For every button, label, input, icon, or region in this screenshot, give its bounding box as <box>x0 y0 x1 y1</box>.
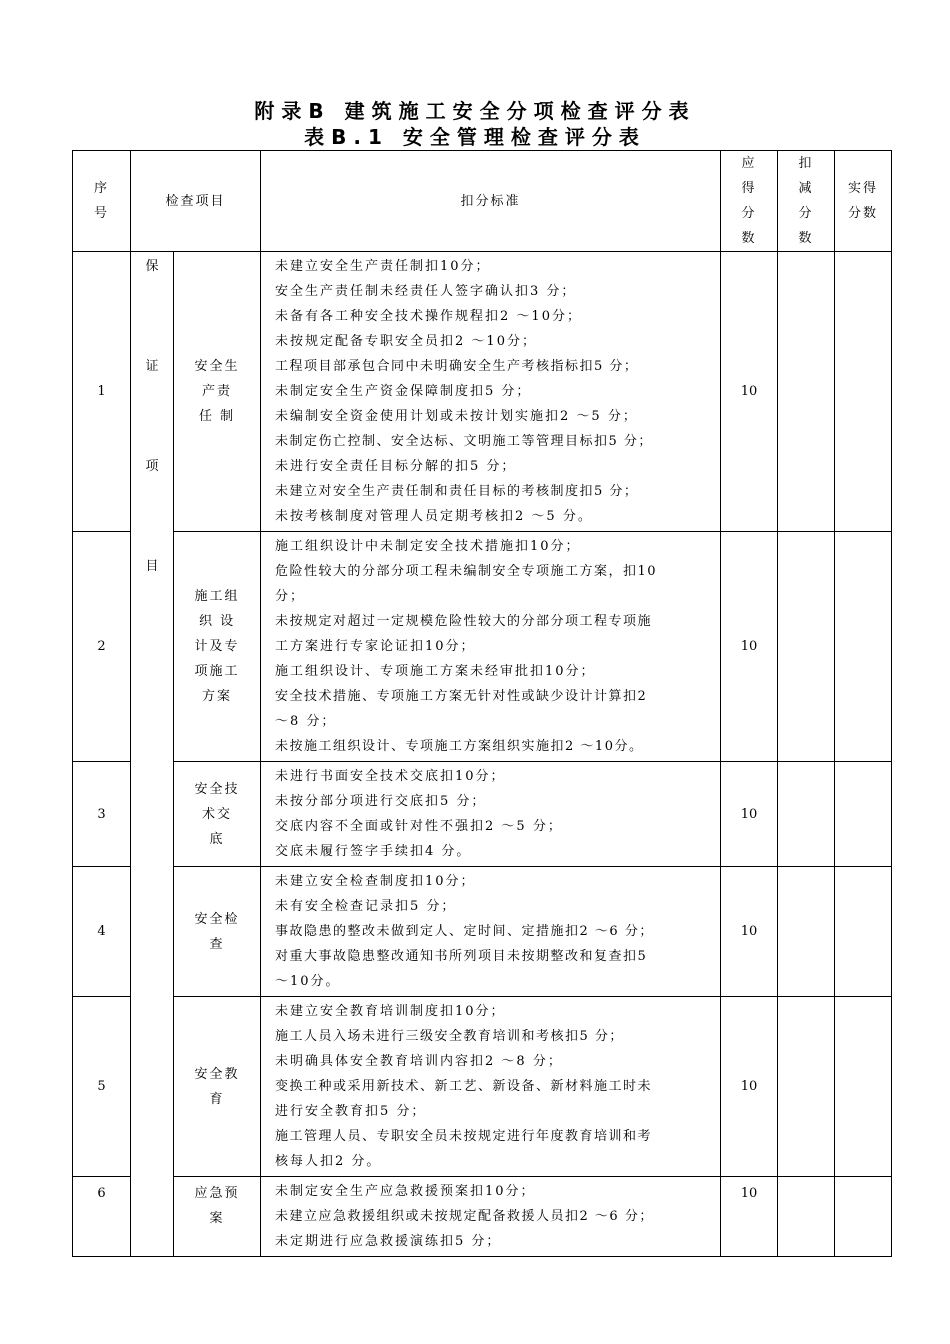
item-name: 应急预 案 <box>174 1177 261 1257</box>
table-row <box>73 532 892 762</box>
header-deduct: 扣 减 分 数 <box>778 151 835 252</box>
item-name: 安全生 产责 任 制 <box>174 252 261 532</box>
deduct-score-cell <box>778 762 835 867</box>
header-item: 检查项目 <box>131 151 261 252</box>
item-name: 安全技 术交 底 <box>174 762 261 867</box>
header-full-score: 应 得 分 数 <box>721 151 778 252</box>
deduction-criteria: 施工组织设计中未制定安全技术措施扣10分； 危险性较大的分部分项工程未编制安全专项施工方案，扣10 分； 未按规定对超过一定规模危险性较大的分部分项工程专项施 工方案进行专家论证扣10分； 施工组织设计、专项施工方案未经审批扣10分； 安全技术措施、专项施工方案无针对性或缺少设计计算扣2 ～8 分； 未按施工组织设计、专项施工方案组织实施扣2 ～10分。 <box>261 532 721 762</box>
row-number: 1 <box>73 252 131 532</box>
deduct-score-cell <box>778 252 835 532</box>
appendix-title: 附录B 建筑施工安全分项检查评分表 <box>254 99 696 123</box>
deduct-score-cell <box>778 867 835 997</box>
row-number: 2 <box>73 532 131 762</box>
row-number: 4 <box>73 867 131 997</box>
item-name: 安全检 查 <box>174 867 261 997</box>
actual-score-cell <box>835 997 892 1177</box>
row-number: 3 <box>73 762 131 867</box>
row-number: 6 <box>73 1177 131 1257</box>
actual-score-cell <box>835 532 892 762</box>
table-row <box>73 762 892 867</box>
deduction-criteria: 未建立安全教育培训制度扣10分； 施工人员入场未进行三级安全教育培训和考核扣5 分； 未明确具体安全教育培训内容扣2 ～8 分； 变换工种或采用新技术、新工艺、新设备、新材料施工时未 进行安全教育扣5 分； 施工管理人员、专职安全员未按规定进行年度教育培训和考 核每人扣2 分。 <box>261 997 721 1177</box>
row-number: 5 <box>73 997 131 1177</box>
deduction-criteria: 未建立安全检查制度扣10分； 未有安全检查记录扣5 分； 事故隐患的整改未做到定人、定时间、定措施扣2 ～6 分； 对重大事故隐患整改通知书所列项目未按期整改和复查扣5 ～10分。 <box>261 867 721 997</box>
full-score: 10 <box>721 997 778 1177</box>
deduction-criteria: 未进行书面安全技术交底扣10分； 未按分部分项进行交底扣5 分； 交底内容不全面或针对性不强扣2 ～5 分； 交底未履行签字手续扣4 分。 <box>261 762 721 867</box>
full-score: 10 <box>721 252 778 532</box>
actual-score-cell <box>835 867 892 997</box>
deduct-score-cell <box>778 1177 835 1257</box>
full-score: 10 <box>721 867 778 997</box>
table-row <box>73 1177 892 1257</box>
table-row <box>73 252 892 532</box>
deduction-criteria: 未建立安全生产责任制扣10分； 安全生产责任制未经责任人签字确认扣3 分； 未备有各工种安全技术操作规程扣2 ～10分； 未按规定配备专职安全员扣2 ～10分； 工程项目部承包合同中未明确安全生产考核指标扣5 分； 未制定安全生产资金保障制度扣5 分； 未编制安全资金使用计划或未按计划实施扣2 ～5 分； 未制定伤亡控制、安全达标、文明施工等管理目标扣5 分； 未进行安全责任目标分解的扣5 分； 未建立对安全生产责任制和责任目标的考核制度扣5 分； 未按考核制度对管理人员定期考核扣2 ～5 分。 <box>261 252 721 532</box>
table-title: 表B.1 安全管理检查评分表 <box>304 125 646 149</box>
deduct-score-cell <box>778 532 835 762</box>
table-row <box>73 997 892 1177</box>
deduct-score-cell <box>778 997 835 1177</box>
item-name: 安全教 育 <box>174 997 261 1177</box>
actual-score-cell <box>835 1177 892 1257</box>
header-criteria: 扣分标准 <box>261 151 721 252</box>
full-score: 10 <box>721 532 778 762</box>
actual-score-cell <box>835 252 892 532</box>
safety-management-score-table <box>72 150 892 1257</box>
full-score: 10 <box>721 1177 778 1257</box>
category-guarantee-items: 保 证 项 目 <box>131 252 174 1257</box>
full-score: 10 <box>721 762 778 867</box>
item-name: 施工组 织 设 计及专 项施工 方案 <box>174 532 261 762</box>
header-no: 序 号 <box>73 151 131 252</box>
actual-score-cell <box>835 762 892 867</box>
deduction-criteria: 未制定安全生产应急救援预案扣10分； 未建立应急救援组织或未按规定配备救援人员扣2 ～6 分； 未定期进行应急救援演练扣5 分； <box>261 1177 721 1257</box>
header-row <box>73 151 892 252</box>
header-actual: 实得 分数 <box>835 151 892 252</box>
table-row <box>73 867 892 997</box>
